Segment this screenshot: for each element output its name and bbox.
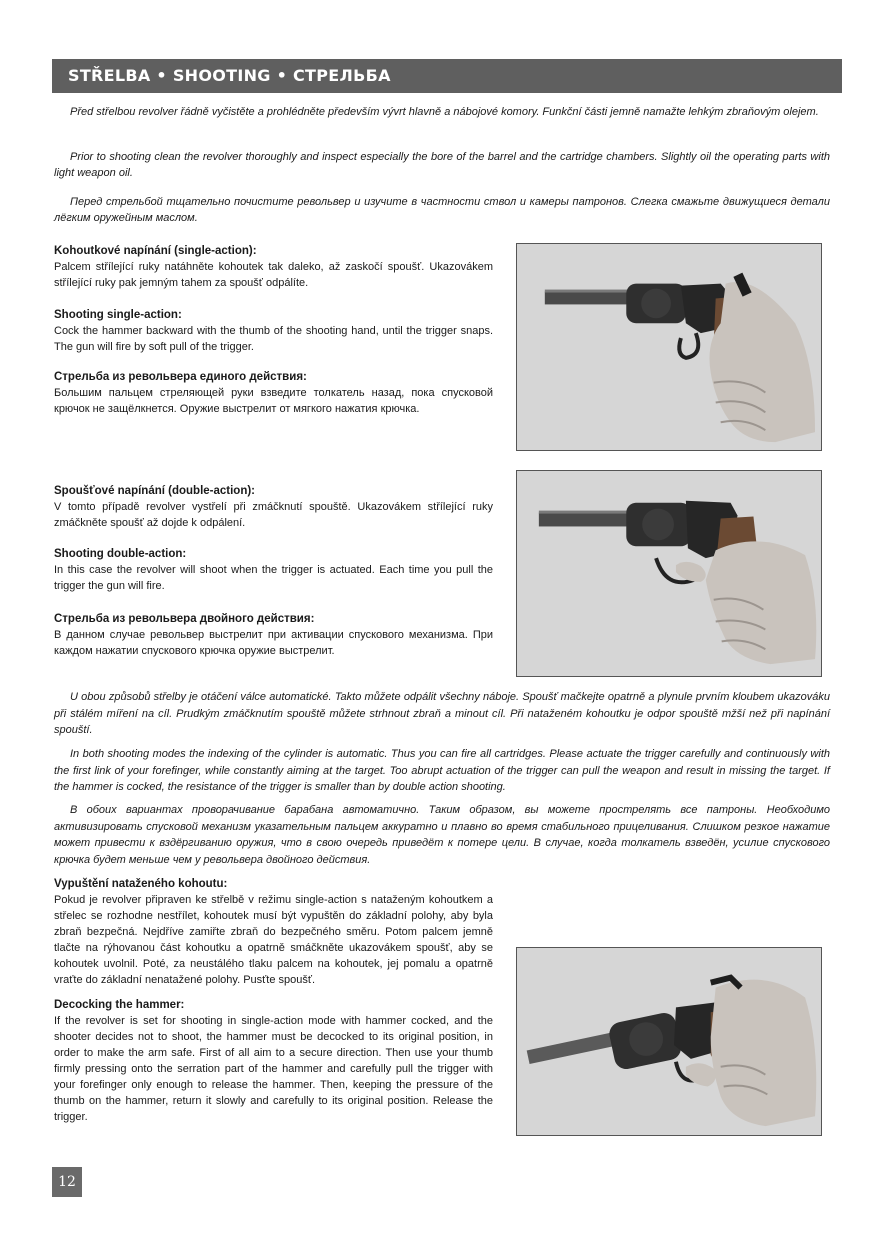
section-text: V tomto případě revolver vystřelí při zmáčknutí spouště. Ukazovákem střílející ruky zmáčkněte spoušť až dojde k odpálení.: [54, 501, 493, 529]
double-action-ru: [54, 612, 493, 659]
intro-paragraph-ru: Перед стрельбой тщательно почистите револьвер и изучите в частности ствол и камеры патронов. Слегка смажьте движущиеся детали лёгким оружейным маслом.: [54, 196, 830, 224]
section-text: Palcem střílející ruky natáhněte kohoutek tak daleko, až zaskočí spoušť. Ukazovákem střílející ruky pak jemným tahem za spoušť odpálíte.: [54, 261, 493, 289]
decocking-cz: [54, 877, 493, 988]
section-heading: Shooting double-action:: [54, 548, 187, 560]
section-heading: Spoušťové napínání (double-action):: [54, 485, 256, 497]
intro-paragraph-cz: Před střelbou revolver řádně vyčistěte a prohlédněte především vývrt hlavně a nábojové komory. Funkční části jemně namažte lehkým zbraňovým olejem.: [70, 106, 819, 118]
single-action-en: [54, 308, 493, 355]
section-heading: Kohoutkové napínání (single-action):: [54, 245, 257, 257]
double-action-en: [54, 547, 493, 594]
page-number: 12: [52, 1167, 82, 1197]
single-action-cz: [54, 244, 493, 291]
section-heading: Shooting single-action:: [54, 309, 182, 321]
section-text: If the revolver is set for shooting in single-action mode with hammer cocked, and the shooter decides not to shoot, the hammer must be decocked to its original position, in order to make the arm safe. First of all aim to a secure direction. Then use your thumb firmly pressing onto the serration part of the hammer and carefully pull the trigger with your forefinger only enough to release the hammer. Then, keeping the pressure of the thumb on the hammer, return it slowly and carefully to its original position. Release the trigger.: [54, 1015, 493, 1123]
section-text: Большим пальцем стреляющей руки взведите толкатель назад, пока спусковой крючок не защёлкнется. Оружие выстрелит от мягкого нажатия крючка.: [54, 387, 493, 415]
revolver-photo-decocking: [516, 947, 822, 1136]
modes-paragraph-ru: В обоих вариантах проворачивание барабана автоматично. Таким образом, вы можете прострелять все патроны. Необходимо активизировать спусковой механизм указательным пальцем аккуратно и плавно во время стабильного прицеливания. Слишком резкое нажатие может привести к вздёргиванию оружия, что в свою очередь приведёт к потере цели. В случае, когда толкатель взведён, усилие спускового крючка будет меньше чем у револьвера двойного действия.: [54, 804, 830, 866]
section-heading: Vypuštění nataženého kohoutu:: [54, 878, 228, 890]
section-heading: Decocking the hammer:: [54, 999, 185, 1011]
modes-paragraph-en: In both shooting modes the indexing of the cylinder is automatic. Thus you can fire all cartridges. Please actuate the trigger carefully and continuously with the first link of your forefinger, while constantly aiming at the target. Too abrupt actuation of the trigger can pull the weapon and result in missing the target. If the hammer is cocked, the resistance of the trigger is smaller than by double action shooting.: [54, 748, 830, 793]
section-heading: Стрельба из револьвера двойного действия:: [54, 613, 315, 625]
single-action-ru: [54, 370, 493, 417]
section-text: Pokud je revolver připraven ke střelbě v režimu single-action s nataženým kohoutkem a střelec se rozhodne nestřílet, kohoutek musí být vypuštěn do základní polohy, aby byla zbraň bezpečná. Nejdříve zamiřte zbraň do bezpečného směru. Potom palcem jemně tlačte na rýhovanou část kohoutku a opatrně smáčkněte ukazovákem spoušť, aby se kohoutek uvolnil. Poté, za neustálého tlaku palcem na kohoutek, jej pomalu a opatrně vraťte do základní nenatažené polohy. Pusťte spoušť.: [54, 894, 493, 986]
page-title: STŘELBA • SHOOTING • СТРЕЛЬБА: [52, 59, 842, 93]
section-text: Cock the hammer backward with the thumb of the shooting hand, until the trigger snaps. The gun will fire by soft pull of the trigger.: [54, 325, 493, 353]
section-text: In this case the revolver will shoot when the trigger is actuated. Each time you pull the trigger the gun will fire.: [54, 564, 493, 592]
section-heading: Стрельба из револьвера единого действия:: [54, 371, 307, 383]
intro-paragraph-en: Prior to shooting clean the revolver thoroughly and inspect especially the bore of the barrel and the cartridge chambers. Slightly oil the operating parts with light weapon oil.: [54, 151, 830, 179]
modes-paragraph-cz: U obou způsobů střelby je otáčení válce automatické. Takto můžete odpálit všechny náboje. Spoušť mačkejte opatrně a plynule prvním kloubem ukazováku při stálém míření na cíl. Prudkým zmáčknutím spouště můžete strhnout zbraň a minout cíl. Při nataženém kohoutku je odpor spouště mžší než při napínání spouští.: [54, 691, 830, 736]
double-action-cz: [54, 484, 493, 531]
revolver-photo-double-action: [516, 470, 822, 677]
decocking-en: [54, 998, 493, 1125]
revolver-photo-single-action: [516, 243, 822, 451]
section-text: В данном случае револьвер выстрелит при активации спускового механизма. При каждом нажатии спускового крючка оружие выстрелит.: [54, 629, 493, 657]
